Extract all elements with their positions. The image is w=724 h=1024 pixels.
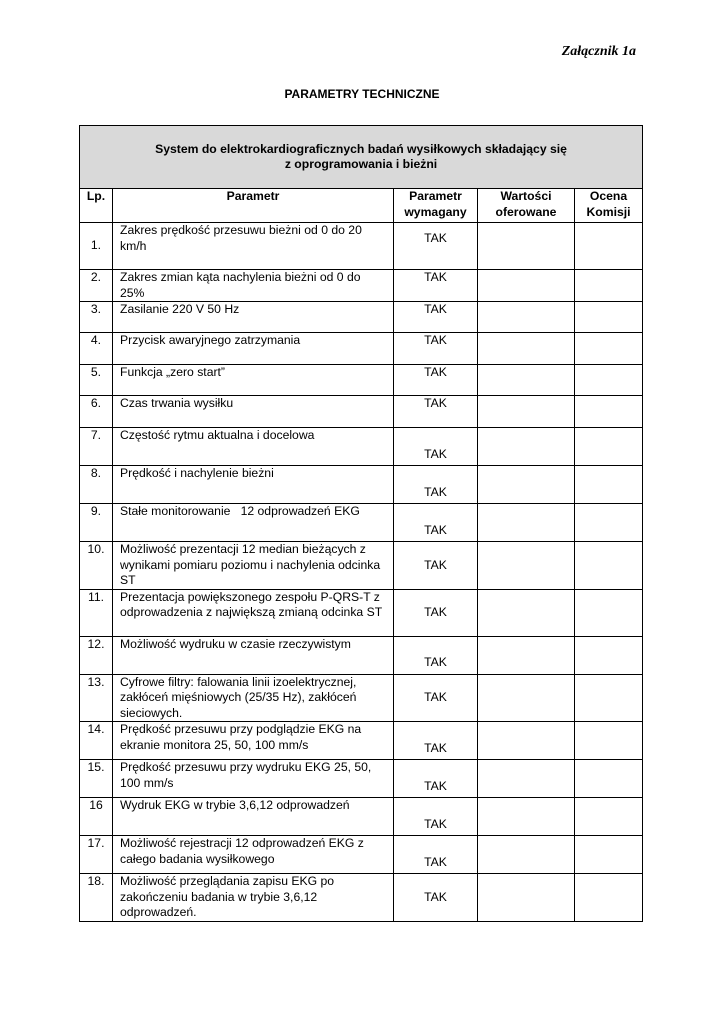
row-offered-value[interactable] (478, 836, 575, 874)
row-rating[interactable] (575, 589, 643, 636)
row-required: TAK (394, 722, 478, 760)
row-param: Prezentacja powiększonego zespołu P-QRS-T z odprowadzenia z największą zmianą odcinka ST (113, 589, 394, 636)
system-title-cell (80, 126, 643, 189)
row-required: TAK (394, 798, 478, 836)
row-required: TAK (394, 674, 478, 722)
row-offered-value[interactable] (478, 760, 575, 798)
row-param: Funkcja „zero start” (113, 365, 394, 396)
row-required: TAK (394, 636, 478, 674)
row-offered-value[interactable] (478, 874, 575, 922)
document-title: PARAMETRY TECHNICZNE (284, 87, 440, 101)
row-offered-value[interactable] (478, 798, 575, 836)
row-lp: 6. (80, 396, 113, 428)
row-offered-value[interactable] (478, 428, 575, 466)
row-rating[interactable] (575, 223, 643, 270)
table-row (80, 589, 643, 636)
row-required: TAK (394, 365, 478, 396)
row-param: Prędkość przesuwu przy podglądzie EKG na ekranie monitora 25, 50, 100 mm/s (113, 722, 394, 760)
row-lp: 10. (80, 542, 113, 590)
table-row (80, 466, 643, 504)
table-row (80, 333, 643, 365)
row-lp: 2. (80, 270, 113, 302)
column-header-param: Parametr (113, 189, 394, 223)
row-lp: 12. (80, 636, 113, 674)
row-lp: 7. (80, 428, 113, 466)
system-title-line1: System do elektrokardiograficznych badań wysiłkowych składający się (155, 141, 567, 156)
row-rating[interactable] (575, 333, 643, 365)
row-lp: 5. (80, 365, 113, 396)
row-rating[interactable] (575, 365, 643, 396)
row-param: Możliwość rejestracji 12 odprowadzeń EKG z całego badania wysiłkowego (113, 836, 394, 874)
row-required: TAK (394, 223, 478, 270)
row-lp: 15. (80, 760, 113, 798)
row-offered-value[interactable] (478, 365, 575, 396)
row-param: Stałe monitorowanie 12 odprowadzeń EKG (113, 504, 394, 542)
row-lp: 17. (80, 836, 113, 874)
row-required: TAK (394, 874, 478, 922)
table-row (80, 223, 643, 270)
row-rating[interactable] (575, 760, 643, 798)
row-param: Wydruk EKG w trybie 3,6,12 odprowadzeń (113, 798, 394, 836)
row-rating[interactable] (575, 836, 643, 874)
row-lp: 18. (80, 874, 113, 922)
row-offered-value[interactable] (478, 396, 575, 428)
row-offered-value[interactable] (478, 674, 575, 722)
row-param: Możliwość prezentacji 12 median bieżących z wynikami pomiaru poziomu i nachylenia odcinka ST (113, 542, 394, 590)
row-offered-value[interactable] (478, 223, 575, 270)
table-row (80, 836, 643, 874)
row-required: TAK (394, 396, 478, 428)
row-required: TAK (394, 333, 478, 365)
row-rating[interactable] (575, 798, 643, 836)
annex-label: Załącznik 1a (561, 44, 636, 59)
table-row (80, 722, 643, 760)
row-required: TAK (394, 542, 478, 590)
column-header-offered: Wartości oferowane (478, 189, 575, 223)
row-offered-value[interactable] (478, 589, 575, 636)
row-offered-value[interactable] (478, 270, 575, 302)
row-param: Możliwość przeglądania zapisu EKG po zakończeniu badania w trybie 3,6,12 odprowadzeń. (113, 874, 394, 922)
row-param: Zakres zmian kąta nachylenia bieżni od 0 do 25% (113, 270, 394, 302)
row-rating[interactable] (575, 636, 643, 674)
row-param: Zakres prędkość przesuwu bieżni od 0 do 20 km/h (113, 223, 394, 270)
row-param: Częstość rytmu aktualna i docelowa (113, 428, 394, 466)
row-lp: 13. (80, 674, 113, 722)
table-row (80, 874, 643, 922)
row-offered-value[interactable] (478, 722, 575, 760)
system-title-row (80, 126, 643, 189)
column-header-lp: Lp. (80, 189, 113, 223)
table-row (80, 270, 643, 302)
row-rating[interactable] (575, 396, 643, 428)
row-offered-value[interactable] (478, 636, 575, 674)
row-lp: 9. (80, 504, 113, 542)
row-required: TAK (394, 836, 478, 874)
row-offered-value[interactable] (478, 302, 575, 333)
row-lp: 1. (80, 223, 113, 270)
row-lp: 8. (80, 466, 113, 504)
table-row (80, 636, 643, 674)
column-header-required: Parametr wymagany (394, 189, 478, 223)
row-param: Cyfrowe filtry: falowania linii izoelektrycznej, zakłóceń mięśniowych (25/35 Hz), zakłóceń sieciowych. (113, 674, 394, 722)
row-lp: 14. (80, 722, 113, 760)
row-lp: 4. (80, 333, 113, 365)
column-header-rating: Ocena Komisji (575, 189, 643, 223)
table-row (80, 504, 643, 542)
row-offered-value[interactable] (478, 466, 575, 504)
row-required: TAK (394, 428, 478, 466)
row-lp: 11. (80, 589, 113, 636)
row-param: Możliwość wydruku w czasie rzeczywistym (113, 636, 394, 674)
row-offered-value[interactable] (478, 542, 575, 590)
row-param: Prędkość przesuwu przy wydruku EKG 25, 50, 100 mm/s (113, 760, 394, 798)
row-rating[interactable] (575, 874, 643, 922)
table-row (80, 428, 643, 466)
row-rating[interactable] (575, 504, 643, 542)
row-rating[interactable] (575, 674, 643, 722)
table-row (80, 674, 643, 722)
row-rating[interactable] (575, 542, 643, 590)
parameters-table (79, 125, 643, 922)
row-param: Prędkość i nachylenie bieżni (113, 466, 394, 504)
table-row (80, 798, 643, 836)
row-param: Czas trwania wysiłku (113, 396, 394, 428)
table-row (80, 760, 643, 798)
row-lp: 3. (80, 302, 113, 333)
row-rating[interactable] (575, 428, 643, 466)
row-offered-value[interactable] (478, 504, 575, 542)
row-required: TAK (394, 760, 478, 798)
table-row (80, 396, 643, 428)
row-rating[interactable] (575, 302, 643, 333)
row-rating[interactable] (575, 722, 643, 760)
row-required: TAK (394, 466, 478, 504)
system-title-line2: z oprogramowania i bieżni (284, 157, 438, 171)
table-row (80, 365, 643, 396)
table-row (80, 542, 643, 590)
row-param: Przycisk awaryjnego zatrzymania (113, 333, 394, 365)
row-rating[interactable] (575, 466, 643, 504)
row-offered-value[interactable] (478, 333, 575, 365)
row-rating[interactable] (575, 270, 643, 302)
row-lp: 16 (80, 798, 113, 836)
row-required: TAK (394, 589, 478, 636)
row-required: TAK (394, 270, 478, 302)
row-required: TAK (394, 504, 478, 542)
table-row (80, 302, 643, 333)
row-required: TAK (394, 302, 478, 333)
table-header-row (80, 189, 643, 223)
row-param: Zasilanie 220 V 50 Hz (113, 302, 394, 333)
